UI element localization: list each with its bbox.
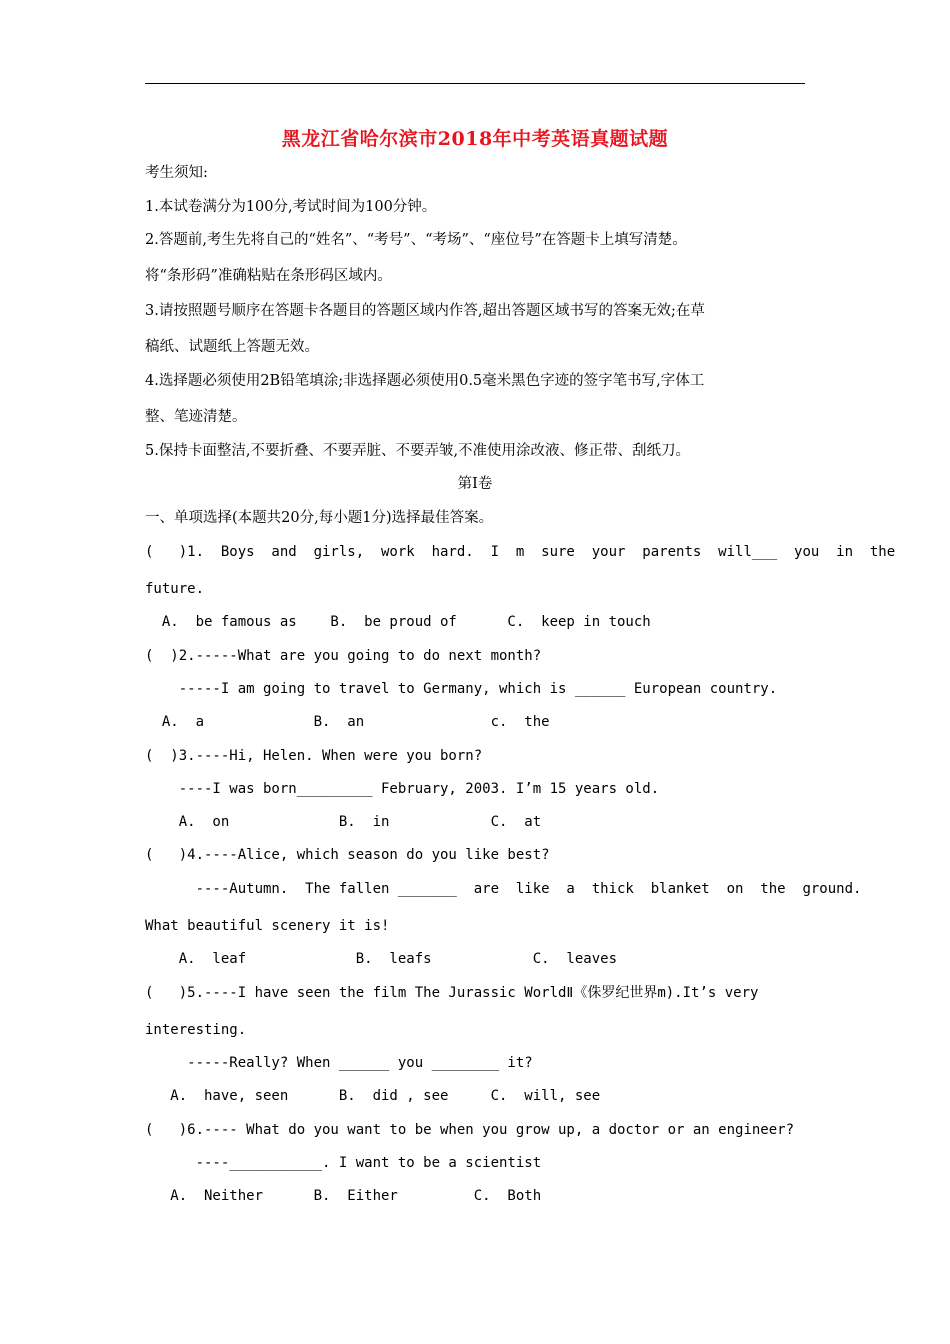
notice-item: 稿纸、试题纸上答题无效。 — [145, 339, 319, 355]
question-5-stem-cont: interesting. — [145, 1022, 247, 1038]
header-rule — [145, 83, 805, 84]
question-2-response: -----I am going to travel to Germany, which is ______ European country. — [145, 681, 778, 697]
notice-item: 将“条形码”准确粘贴在条形码区域内。 — [145, 268, 392, 284]
question-4-stem: ( )4.----Alice, which season do you like best? — [145, 847, 550, 863]
question-4-response: ----Autumn. The fallen _______ are like a thick blanket on the ground. — [145, 881, 862, 897]
notice-item: 5.保持卡面整洁,不要折叠、不要弄脏、不要弄皱,不准使用涂改液、修正带、刮纸刀。 — [145, 443, 691, 459]
question-6-stem: ( )6.---- What do you want to be when you grow up, a doctor or an engineer? — [145, 1122, 795, 1138]
volume-heading: 第I卷 — [457, 476, 493, 492]
question-3-options: A. on B. in C. at — [145, 814, 542, 830]
question-3-stem: ( )3.----Hi, Helen. When were you born? — [145, 748, 483, 764]
question-1-options: A. be famous as B. be proud of C. keep in touch — [145, 614, 651, 630]
notice-item: 4.选择题必须使用2B铅笔填涂;非选择题必须使用0.5毫米黑色字迹的签字笔书写,字体工 — [145, 373, 705, 389]
notice-item: 1.本试卷满分为100分,考试时间为100分钟。 — [145, 199, 437, 215]
question-6-options: A. Neither B. Either C. Both — [145, 1188, 542, 1204]
question-6-response: ----___________. I want to be a scientist — [145, 1155, 542, 1171]
question-5-response: -----Really? When ______ you ________ it? — [145, 1055, 533, 1071]
question-5-stem: ( )5.----I have seen the film The Jurassic WorldⅡ《侏罗纪世界m).It’s very — [145, 985, 759, 1001]
question-2-stem: ( )2.-----What are you going to do next month? — [145, 648, 542, 664]
question-4-options: A. leaf B. leafs C. leaves — [145, 951, 618, 967]
notice-item: 3.请按照题号顺序在答题卡各题目的答题区域内作答,超出答题区域书写的答案无效;在草 — [145, 303, 705, 319]
part-heading: 一、单项选择(本题共20分,每小题1分)选择最佳答案。 — [145, 510, 494, 526]
question-1-stem: ( )1. Boys and girls, work hard. I m sure your parents will___ you in the — [145, 544, 896, 560]
notice-heading: 考生须知: — [145, 165, 208, 181]
question-1-stem-cont: future. — [145, 581, 205, 597]
notice-item: 整、笔迹清楚。 — [145, 409, 247, 425]
question-2-options: A. a B. an c. the — [145, 714, 550, 730]
notice-item: 2.答题前,考生先将自己的“姓名”、“考号”、“考场”、“座位号”在答题卡上填写清楚。 — [145, 232, 687, 248]
question-4-response-cont: What beautiful scenery it is! — [145, 918, 390, 934]
page-title: 黑龙江省哈尔滨市2018年中考英语真题试题 — [281, 128, 669, 150]
question-3-response: ----I was born_________ February, 2003. I’m 15 years old. — [145, 781, 660, 797]
question-5-options: A. have, seen B. did , see C. will, see — [145, 1088, 601, 1104]
